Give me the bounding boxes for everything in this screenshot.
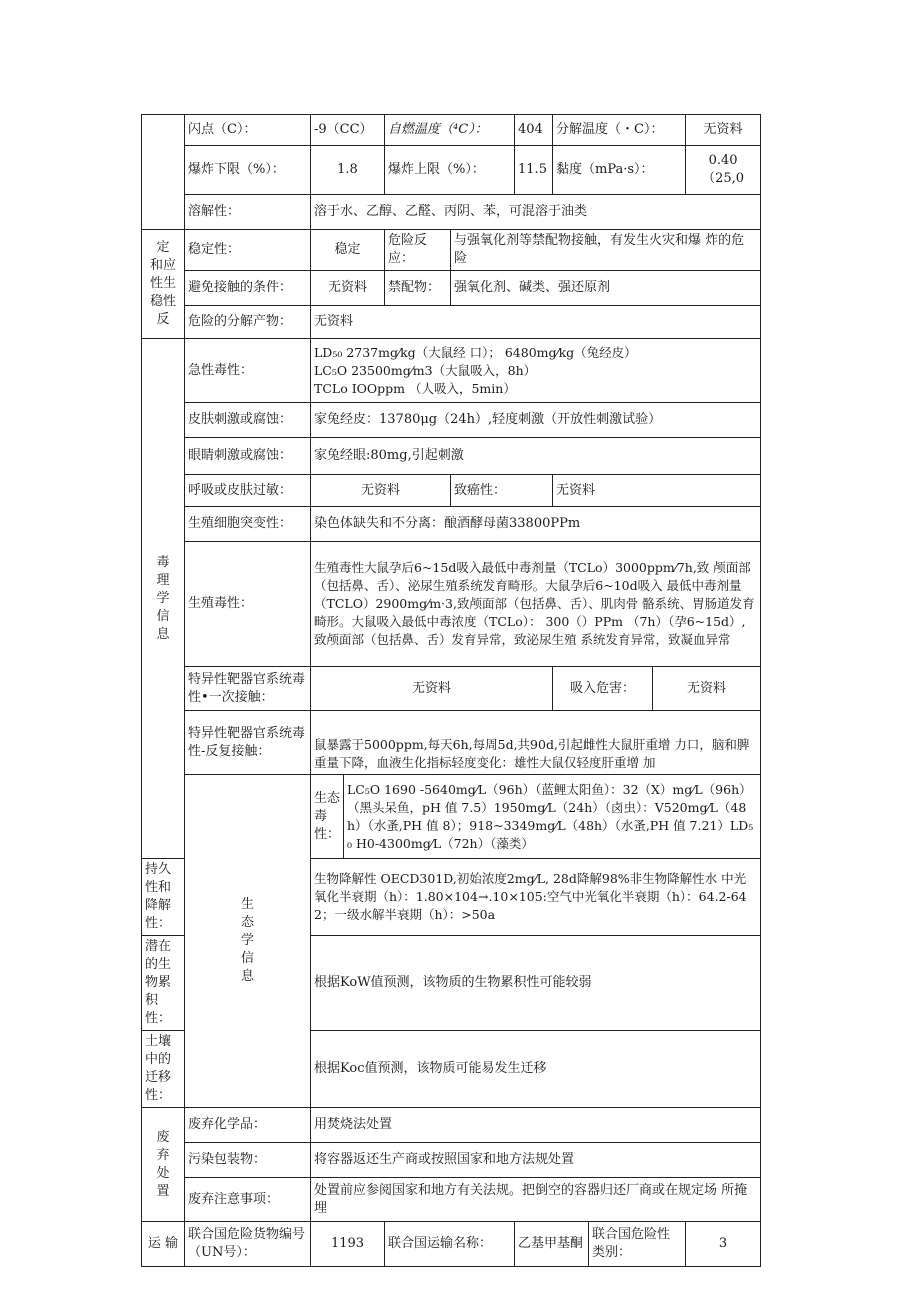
acute-toxicity-label: 急性毒性：	[185, 339, 311, 403]
stot-repeated-label: 特异性靶器官系统毒性-反复接触：	[185, 711, 311, 775]
disposal-title-1: 废	[156, 1129, 170, 1145]
un-hazard-class-value: 3	[686, 1222, 761, 1267]
acute-line-2: LC₅O 23500mg⁄m3（大鼠吸入，8h）	[314, 362, 537, 378]
section-physchem	[142, 115, 185, 230]
viscosity-value-line1: 0.40	[708, 153, 738, 168]
soil-mobility-label: 土壤中的迁移性：	[142, 1031, 185, 1108]
disposal-notes-value: 处置前应参阅国家和地方有关法规。把倒空的容器归还厂商或在规定场 所掩埋	[311, 1178, 761, 1222]
aspiration-value: 无资料	[653, 667, 761, 711]
section-disposal	[142, 1108, 185, 1222]
acute-line-1: LD₅₀ 2737mg⁄kg（大鼠经 口）； 6480mg⁄kg（兔经皮）	[314, 344, 637, 360]
section-transport: 运 输	[142, 1222, 185, 1267]
acute-line-3: TCLo IOOppm （人吸入，5min）	[314, 380, 516, 396]
un-number-value: 1193	[311, 1222, 385, 1267]
reproductive-toxicity-label: 生殖毒性：	[185, 542, 311, 667]
un-number-label: 联合国危险货物编号（UN号）：	[185, 1222, 311, 1267]
stot-single-label: 特异性靶器官系统毒性•一次接触：	[185, 667, 311, 711]
bioaccumulation-label: 潜在的生物累积性：	[142, 936, 185, 1031]
avoid-conditions-value: 无资料	[311, 271, 385, 306]
stability-title-2: 和应	[149, 258, 176, 273]
solubility-label: 溶解性：	[185, 195, 311, 230]
eco-title-1: 生	[240, 897, 254, 912]
un-shipping-name-value: 乙基甲基酮	[515, 1222, 589, 1267]
decomp-temp-label: 分解温度（・C）：	[553, 115, 686, 146]
waste-chemicals-value: 用焚烧法处置	[311, 1108, 761, 1143]
persistence-value: 生物降解性 OECD301D,初始浓度2mg⁄L, 28d降解98%非生物降解性水 中光氧化半衰期（h）：1.80×104→.10×105:空气中光氧化半衰期（h）：64.2-642；一级水解半衰期（h）：>50a	[311, 859, 761, 936]
carcinogenicity-label: 致癌性：	[451, 475, 553, 507]
soil-mobility-value: 根据Koc值预测，该物质可能易发生迁移	[311, 1031, 761, 1108]
waste-chemicals-label: 废弃化学品：	[185, 1108, 311, 1143]
disposal-notes-label: 废弃注意事项：	[185, 1178, 311, 1222]
persistence-label: 持久性和降解性：	[142, 859, 185, 936]
viscosity-value	[686, 146, 761, 195]
stot-repeated-value: 鼠暴露于5000ppm,每天6h,每周5d,共90d,引起雌性大鼠肝重增 力口，脑和脾重量下降，血液生化指标轻度变化：雄性大鼠仅轻度肝重增 加	[311, 711, 761, 775]
stability-label: 稳定性：	[185, 230, 311, 271]
skin-irritation-label: 皮肤刺激或腐蚀：	[185, 403, 311, 438]
lel-label: 爆炸下限（%）：	[185, 146, 311, 195]
uel-label: 爆炸上限（%）：	[385, 146, 515, 195]
un-shipping-name-label: 联合国运输名称：	[385, 1222, 515, 1267]
stot-single-value: 无资料	[311, 667, 553, 711]
disposal-title-3: 处	[156, 1165, 170, 1181]
eco-title-2: 态	[240, 915, 254, 930]
acute-toxicity-value	[311, 339, 761, 403]
mutagenicity-label: 生殖细胞突变性：	[185, 507, 311, 542]
flash-label: 闪点（C）：	[185, 115, 311, 146]
un-hazard-class-label: 联合国危险性类别：	[589, 1222, 686, 1267]
decomposition-products-label: 危险的分解产物：	[185, 306, 311, 339]
tox-title-3: 学	[156, 590, 170, 606]
autoign-value: 404	[515, 115, 553, 146]
uel-value: 11.5	[515, 146, 553, 195]
eco-title-3: 学	[240, 933, 254, 948]
stability-value: 稳定	[311, 230, 385, 271]
eco-title-5: 息	[240, 969, 254, 984]
viscosity-label: 黏度（mPa·s）：	[553, 146, 686, 195]
incompatible-value: 强氧化剂、碱类、强还原剂	[451, 271, 761, 306]
contaminated-packaging-value: 将容器返还生产商或按照国家和地方法规处置	[311, 1143, 761, 1178]
mutagenicity-value: 染色体缺失和不分离：酿酒酵母菌33800PPm	[311, 507, 761, 542]
stability-title-4: 稳性	[149, 294, 176, 309]
hazardous-reaction-value: 与强氧化剂等禁配物接触，有发生火灾和爆 炸的危险	[451, 230, 761, 271]
ecotoxicity-value: LC₅O 1690 -5640mg⁄L（96h）（蓝鲤太阳鱼）：32（X）mg⁄L（96h）（黑头呆鱼，pH 值 7.5）1950mg⁄L（24h）（卤虫）：V520mg⁄L（48h）（水蚤,PH 值 8）；918~3349mg⁄L（48h）（水蚤,PH 值 7.21）LD₅₀ H0-4300mg⁄L（72h）（藻类）	[344, 775, 761, 859]
eye-irritation-value: 家兔经眼:80mg,引起刺激	[311, 438, 761, 475]
aspiration-label: 吸入危害：	[553, 667, 653, 711]
ecotoxicity-label: 生态毒性：	[311, 775, 344, 859]
stability-title-3: 性生	[149, 276, 176, 291]
section-ecology	[185, 775, 311, 1108]
tox-title-5: 息	[156, 626, 170, 642]
eco-title-4: 信	[240, 951, 254, 966]
bioaccumulation-value: 根据KoW值预测，该物质的生物累积性可能较弱	[311, 936, 761, 1031]
autoign-label: 自燃温度（⁴C）：	[385, 115, 515, 146]
disposal-title-4: 置	[156, 1183, 170, 1199]
decomposition-products-value: 无资料	[311, 306, 761, 339]
disposal-title-2: 弃	[156, 1147, 170, 1163]
viscosity-value-line2: （25,0	[702, 171, 745, 186]
eye-irritation-label: 眼睛刺激或腐蚀：	[185, 438, 311, 475]
stability-title-1: 定	[156, 240, 170, 255]
section-toxicology	[142, 339, 185, 859]
lel-value: 1.8	[311, 146, 385, 195]
stability-title-5: 反	[156, 312, 170, 327]
tox-title-1: 毒	[156, 554, 170, 570]
avoid-conditions-label: 避免接触的条件：	[185, 271, 311, 306]
carcinogenicity-value: 无资料	[553, 475, 761, 507]
reproductive-toxicity-value: 生殖毒性大鼠孕后6~15d吸入最低中毒剂量（TCLo）3000ppm⁄7h,致 颅面部（包括鼻、舌）、泌尿生殖系统发育畸形。大鼠孕后6~10d吸入 最低中毒剂量（TCLO）2900mg⁄m·3,致颅面部（包括鼻、舌）、肌肉骨 骼系统、胃肠道发育畸形。大鼠吸入最低中毒浓度（TCLo）： 300（）PPm （7h）（孕6~15d）,致颅面部（包括鼻、舌）发育异常，致泌尿生殖 系统发育异常，致凝血异常	[311, 542, 761, 667]
hazardous-reaction-label: 危险反应：	[385, 230, 451, 271]
sensitization-label: 呼吸或皮肤过敏：	[185, 475, 311, 507]
sensitization-value: 无资料	[311, 475, 451, 507]
section-stability	[142, 230, 185, 339]
solubility-value: 溶于水、乙醇、乙醛、丙阴、苯，可混溶于油类	[311, 195, 761, 230]
incompatible-label: 禁配物：	[385, 271, 451, 306]
skin-irritation-value: 家兔经皮：13780μg（24h）,轻度刺激（开放性刺激试验）	[311, 403, 761, 438]
contaminated-packaging-label: 污染包装物：	[185, 1143, 311, 1178]
tox-title-2: 理	[156, 572, 170, 588]
msds-table	[141, 114, 761, 1267]
flash-value: -9（CC）	[311, 115, 385, 146]
tox-title-4: 信	[156, 608, 170, 624]
decomp-temp-value: 无资料	[686, 115, 761, 146]
